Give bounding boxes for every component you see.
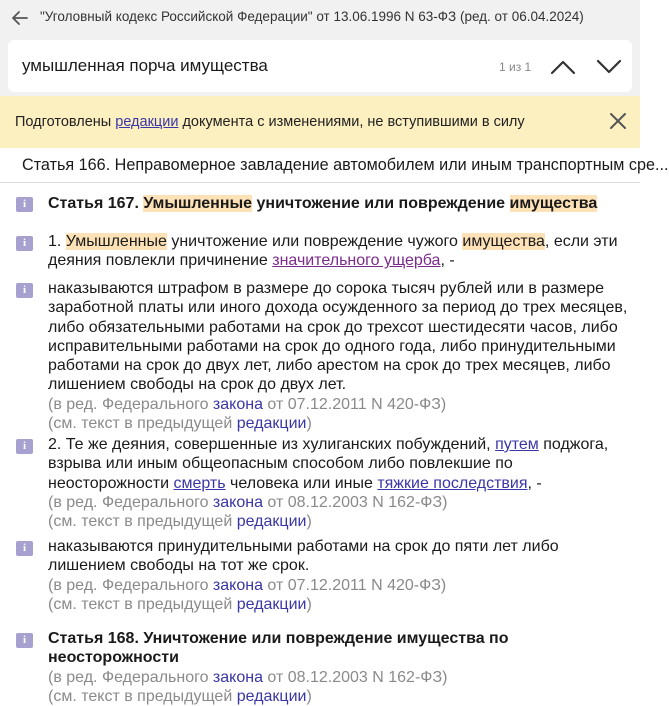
previous-edition-note: (см. текст в предыдущей редакции) [48,687,312,705]
chevron-down-icon [596,59,622,75]
top-bar [0,0,640,36]
paragraph-text: наказываются штрафом в размере до сорока тысяч рублей или в размере заработной платы или иного дохода осужденного за период до трех месяцев, либо обязательными работами на срок до трехсот шестидесяти часов, либо исправительными работами на срок до одного года, либо принудительными работами на срок до двух лет, либо арестом на срок до трех месяцев, либо лишением свободы на срок до двух лет. (в ред. Федерального закона от 07.12.2011 N 420-ФЗ) (см. текст в предыдущей редакции) [48,279,633,433]
info-icon[interactable]: i [16,541,33,556]
article-section [48,629,633,706]
info-icon[interactable]: i [16,236,33,251]
edition-note: (в ред. Федерального закона от 08.12.2003 N 162-ФЗ) [48,668,448,686]
search-result-count: 1 из 1 [499,60,532,74]
previous-edition-note: (см. текст в предыдущей редакции) [48,513,312,531]
search-highlight: имущества [509,195,598,212]
law-link[interactable]: закона [212,576,263,594]
previous-edition-note: (см. текст в предыдущей редакции) [48,595,312,613]
paragraph-text: 1. Умышленные уничтожение или повреждение чужого имущества, если эти деяния повлекли причинение значительного ущерба, - [48,233,618,270]
search-input[interactable] [22,54,482,78]
close-icon [609,112,627,130]
info-icon[interactable]: i [16,197,33,212]
search-highlight: имущества [462,233,545,250]
law-link[interactable]: закона [212,493,263,511]
edition-note: (в ред. Федерального закона от 08.12.2003 N 162-ФЗ) [48,493,448,511]
law-link[interactable]: закона [212,395,263,413]
info-icon[interactable]: i [16,439,33,454]
by-means-link[interactable]: путем [495,436,539,453]
previous-result-button[interactable] [546,52,580,82]
edition-note: (в ред. Федерального закона от 07.12.2011 N 420-ФЗ) [48,395,447,413]
editions-link[interactable]: редакции [115,114,179,130]
edition-note: (в ред. Федерального закона от 07.12.2011 N 420-ФЗ) [48,576,447,594]
info-icon[interactable]: i [16,283,33,298]
search-highlight: Умышленные [65,233,167,250]
search-highlight: Умышленные [143,195,253,212]
search-box [8,40,632,92]
notice-text: Подготовлены редакции документа с изменениями, не вступившими в силу [15,114,525,130]
chevron-up-icon [550,59,576,75]
edition-link[interactable]: редакции [236,687,307,705]
significant-damage-link[interactable]: значительного ущерба [272,252,441,270]
back-button[interactable] [6,4,34,32]
search-bar [0,36,640,96]
next-result-button[interactable] [592,52,626,82]
edition-link[interactable]: редакции [236,513,307,531]
grave-consequences-link[interactable]: тяжкие последствия [377,474,528,492]
close-notice-button[interactable] [604,107,632,135]
divider [0,182,640,183]
law-link[interactable]: закона [212,668,263,686]
death-link[interactable]: смерть [173,474,226,492]
paragraph-text: наказываются принудительными работами на срок до пяти лет либо лишением свободы на тот же срок. (в ред. Федерального закона от 07.12.2011 N 420-ФЗ) (см. текст в предыдущей редакции) [48,537,633,614]
article-title: Статья 167. Умышленные уничтожение или повреждение имущества [48,195,598,212]
previous-edition-note: (см. текст в предыдущей редакции) [48,415,312,433]
previous-article-link[interactable]: Статья 166. Неправомерное завладение автомобилем или иным транспортным сре... [22,156,669,174]
article-title: Статья 168. Уничтожение или повреждение имущества по неосторожности [48,630,509,667]
edition-link[interactable]: редакции [236,595,307,613]
paragraph-text: 2. Те же деяния, совершенные из хулиганских побуждений, путем поджога, взрыва или иным общеопасным способом либо повлекшие по неосторожности смерть человека или иные тяжкие последствия, - (в ред. Федерального закона от 08.12.2003 N 162-ФЗ) (см. текст в предыдущей редакции) [48,435,633,531]
arrow-left-icon [11,10,29,26]
document-title: "Уголовный кодекс Российской Федерации" от 13.06.1996 N 63-ФЗ (ред. от 06.04.2024) [40,9,584,24]
edition-notice [0,96,640,148]
edition-link[interactable]: редакции [236,415,307,433]
info-icon[interactable]: i [16,633,33,648]
